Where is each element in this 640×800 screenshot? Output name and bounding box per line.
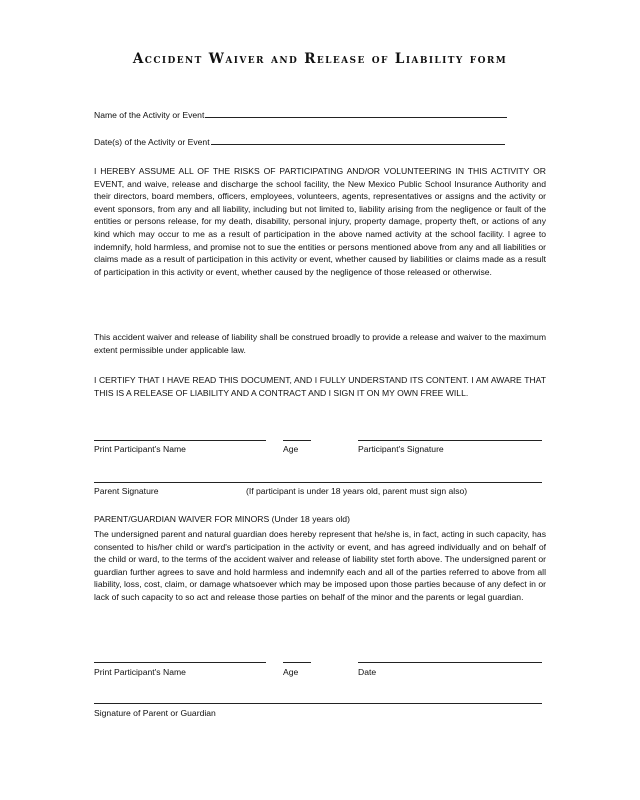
participant-signature-label: Participant's Signature <box>358 444 444 454</box>
guardian-block-name-label: Print Participant's Name <box>94 667 186 677</box>
certify-text: I CERTIFY THAT I HAVE READ THIS DOCUMENT, AND I FULLY UNDERSTAND ITS CONTENT. I AM AWARE THAT THIS IS A RELEASE OF LIABILITY AND A CONTRACT AND I SIGN IT ON MY OWN FREE WILL. <box>94 375 546 398</box>
participant-age-line[interactable] <box>283 440 311 441</box>
guardian-block-age-line[interactable] <box>283 662 311 663</box>
activity-dates-field <box>94 135 505 149</box>
participant-signature-line[interactable] <box>358 440 542 441</box>
guardian-signature-label: Signature of Parent or Guardian <box>94 708 216 718</box>
guardian-block-age-label: Age <box>283 667 299 677</box>
minors-text: The undersigned parent and natural guardian does hereby represent that he/she is, in fact, acting in such capacity, has consented to his/her child or ward's participation in the activity or event, and has agreed individually and on behalf of the child or ward, to the terms of the accident waiver and release of liability stet forth above. The undersigned parent or guardian further agrees to save and hold harmless and indemnify each and all of the parties referred to above from all liability, loss, cost, claim, or damage whatsoever which may be imposed upon those parties because of any defect in or lack of such capacity to so act and release those parties on behalf of the minor and the parents or legal guardian. <box>94 529 546 602</box>
guardian-block-name-line[interactable] <box>94 662 266 663</box>
assume-risk-text: I HEREBY ASSUME ALL OF THE RISKS OF PARTICIPATING AND/OR VOLUNTEERING IN THIS ACTIVITY OR EVENT, and waive, release and discharge the school facility, the New Mexico Public School Insurance Authority and their directors, board members, officers, employees, volunteers, agents, representatives or assigns and the activity or event sponsors, from any and all liability, including but not limited to, liability arising from the negligence or fault of the entities or persons release, for my death, disability, personal injury, property damage, property theft, or actions of any kind which may occur to me as a result of participation in the above named activity at the school facility. I agree to indemnify, hold harmless, and promise not to sue the entities or persons mentioned above from any and all liabilities or claims made as a result of participation in this activity or event, whether caused by liabilities or claims made as a result of participation in this activity or event, whether caused by the negligence of those released or otherwise. <box>94 166 546 277</box>
participant-name-line[interactable] <box>94 440 266 441</box>
activity-name-line[interactable] <box>205 108 507 118</box>
construed-paragraph <box>94 331 546 356</box>
activity-name-field <box>94 108 507 122</box>
participant-age-label: Age <box>283 444 299 454</box>
parent-signature-label: Parent Signature <box>94 486 159 496</box>
guardian-block-date-label: Date <box>358 667 377 677</box>
activity-dates-line[interactable] <box>211 135 505 145</box>
certify-paragraph <box>94 374 546 399</box>
construed-text: This accident waiver and release of liability shall be construed broadly to provide a release and waiver to the maximum extent permissible under applicable law. <box>94 332 546 355</box>
assume-risk-paragraph <box>94 165 546 278</box>
guardian-block-date-line[interactable] <box>358 662 542 663</box>
form-title: Accident Waiver and Release of Liability form <box>132 51 508 67</box>
participant-name-label: Print Participant's Name <box>94 444 186 454</box>
activity-name-label: Name of the Activity or Event <box>94 110 205 120</box>
guardian-signature-line[interactable] <box>94 703 542 704</box>
activity-dates-label: Date(s) of the Activity or Event <box>94 137 210 147</box>
parent-signature-note: (If participant is under 18 years old, parent must sign also) <box>246 486 468 496</box>
minors-paragraph <box>94 528 546 604</box>
parent-signature-line[interactable] <box>94 482 542 483</box>
minors-heading: PARENT/GUARDIAN WAIVER FOR MINORS (Under 18 years old) <box>94 514 350 524</box>
